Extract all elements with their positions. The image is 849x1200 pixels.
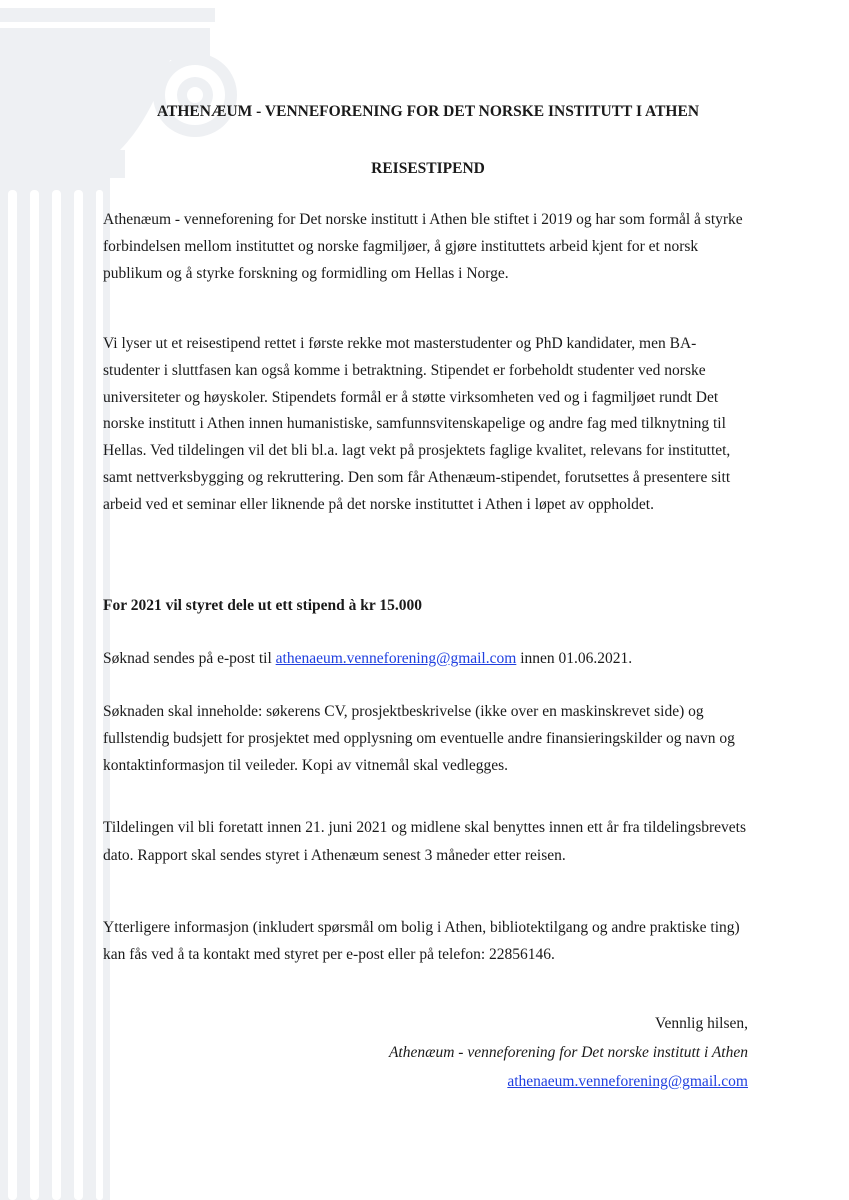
- closing-email-container: [103, 1073, 748, 1091]
- paragraph-application-email: [103, 646, 753, 672]
- closing-email-link[interactable]: athenaeum.venneforening@gmail.com: [507, 1073, 748, 1090]
- paragraph-about: Athenæum - venneforening for Det norske institutt i Athen ble stiftet i 2019 og har som formål å styrke forbindelsen mellom instituttet og norske fagmiljøer, å gjøre instituttets arbeid kjent for et norsk publikum og å styrke forskning og formidling om Hellas i Norge.: [103, 211, 743, 282]
- paragraph-requirements: Søknaden skal inneholde: søkerens CV, prosjektbeskrivelse (ikke over en maskinskrevet side) og fullstendig budsjett for prosjektet med opplysning om eventuelle andre finansieringskilder og navn og kontaktinformasjon til veileder. Kopi av vitnemål skal vedlegges.: [103, 703, 735, 774]
- document-subtitle: REISESTIPEND: [371, 160, 485, 177]
- document-page: [103, 0, 753, 1200]
- application-text-before: Søknad sendes på e-post til: [103, 650, 276, 667]
- paragraph-announcement: Vi lyser ut et reisestipend rettet i første rekke mot masterstudenter og PhD kandidater, men BA-studenter i sluttfasen kan også komme i betraktning. Stipendet er forbeholdt studenter ved norske universiteter og høyskoler. Stipendets formål er å støtte virksomheten ved og i fagmiljøet rundt Det norske institutt i Athen innen humanistiske, samfunnsvitenskapelige og andre fag med tilknytning til Hellas. Ved tildelingen vil det bli bl.a. lagt vekt på prosjektets faglige kvalitet, relevans for instituttet, samt nettverksbygging og rekruttering. Den som får Athenæum-stipendet, forutsettes å presentere sitt arbeid ved et seminar eller liknende på det norske instituttet i Athen i løpet av oppholdet.: [103, 335, 731, 513]
- closing-greeting: Vennlig hilsen,: [655, 1015, 748, 1032]
- paragraph-contact: Ytterligere informasjon (inkludert spørsmål om bolig i Athen, bibliotektilgang og andre praktiske ting) kan fås ved å ta kontakt med styret per e-post eller på telefon: 22856146.: [103, 919, 740, 963]
- paragraph-award: Tildelingen vil bli foretatt innen 21. juni 2021 og midlene skal benyttes innen ett år fra tildelingsbrevets dato. Rapport skal sendes styret i Athenæum senest 3 måneder etter reisen.: [103, 819, 746, 864]
- paragraph-amount: For 2021 vil styret dele ut ett stipend à kr 15.000: [103, 597, 423, 614]
- document-title: ATHENÆUM - VENNEFORENING FOR DET NORSKE INSTITUTT I ATHEN: [156, 103, 700, 120]
- email-link[interactable]: athenaeum.venneforening@gmail.com: [275, 650, 517, 667]
- application-text-after: innen 01.06.2021.: [516, 650, 633, 667]
- closing-organization: Athenæum - venneforening for Det norske institutt i Athen: [388, 1044, 748, 1061]
